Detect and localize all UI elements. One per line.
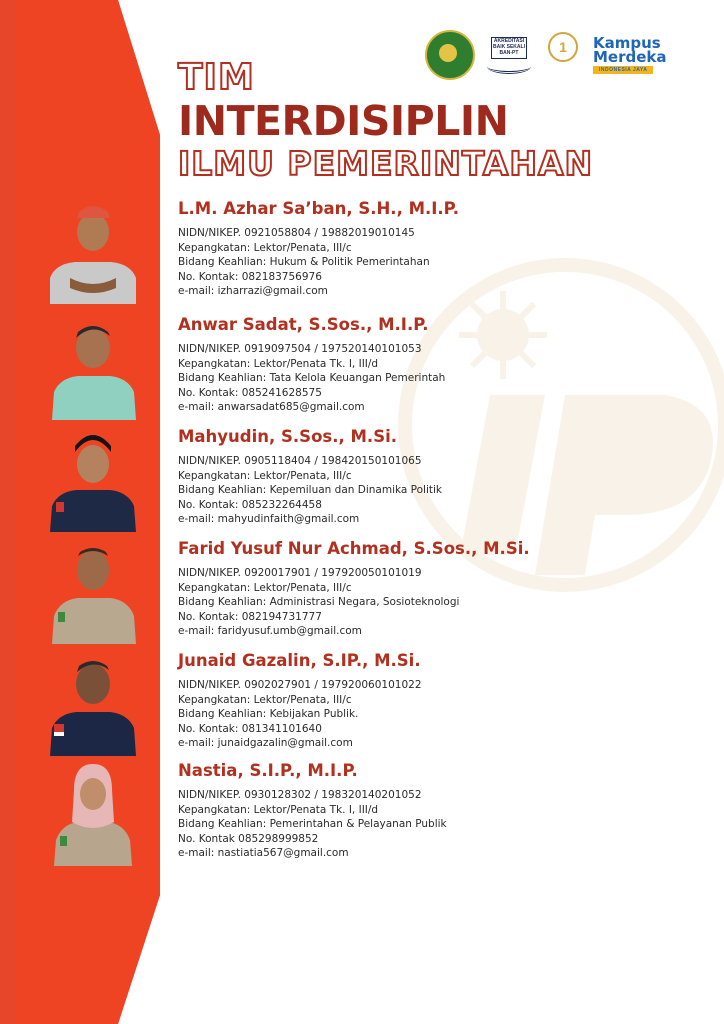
team-member-card — [0, 760, 724, 870]
member-kepangkatan: Kepangkatan: Lektor/Penata, III/c — [178, 241, 352, 254]
member-nidn: NIDN/NIKEP. 0905118404 / 198420150101065 — [178, 455, 422, 467]
kampus-merdeka-tag: INDONESIA JAYA — [593, 66, 653, 74]
title-line-tim: TIM — [178, 57, 255, 98]
team-member-card — [0, 650, 724, 760]
member-name: L.M. Azhar Sa’ban, S.H., M.I.P. — [178, 199, 460, 218]
member-bidang-keahlian: Bidang Keahlian: Pemerintahan & Pelayanan Publik — [178, 818, 447, 831]
kampus-merdeka-line1: Kampus — [593, 34, 661, 52]
member-name: Junaid Gazalin, S.IP., M.Si. — [178, 651, 421, 670]
member-email: e-mail: faridyusuf.umb@gmail.com — [178, 625, 362, 638]
page-title — [178, 58, 593, 184]
member-nidn: NIDN/NIKEP. 0920017901 / 197920050101019 — [178, 567, 422, 579]
team-member-card — [0, 426, 724, 536]
member-info — [178, 314, 445, 415]
member-name: Mahyudin, S.Sos., M.Si. — [178, 427, 397, 446]
member-email: e-mail: mahyudinfaith@gmail.com — [178, 513, 360, 526]
member-email: e-mail: anwarsadat685@gmail.com — [178, 401, 365, 414]
team-member-card — [0, 314, 724, 424]
member-bidang-keahlian: Bidang Keahlian: Kebijakan Publik. — [178, 708, 359, 721]
member-kepangkatan: Kepangkatan: Lektor/Penata Tk. I, III/d — [178, 357, 379, 370]
accreditation-text: AKREDITASI BAIK SEKALI BAN-PT — [491, 37, 527, 59]
member-kepangkatan: Kepangkatan: Lektor/Penata Tk. I, III/d — [178, 803, 379, 816]
member-nidn: NIDN/NIKEP. 0921058804 / 19882019010145 — [178, 227, 415, 239]
member-kepangkatan: Kepangkatan: Lektor/Penata, III/c — [178, 693, 352, 706]
member-info — [178, 538, 530, 639]
member-bidang-keahlian: Bidang Keahlian: Tata Kelola Keuangan Pemerintah — [178, 372, 446, 385]
member-kepangkatan: Kepangkatan: Lektor/Penata, III/c — [178, 469, 352, 482]
title-line-interdisiplin: INTERDISIPLIN — [178, 97, 509, 145]
team-member-card — [0, 538, 724, 648]
member-kontak: No. Kontak: 085241628575 — [178, 386, 322, 399]
member-info — [178, 198, 459, 299]
member-kontak: No. Kontak 085298999852 — [178, 832, 319, 845]
member-photo — [50, 538, 136, 644]
member-name: Farid Yusuf Nur Achmad, S.Sos., M.Si. — [178, 539, 530, 558]
rank-number: 1 — [548, 32, 578, 62]
member-name: Anwar Sadat, S.Sos., M.I.P. — [178, 315, 429, 334]
member-photo — [50, 650, 136, 756]
member-info — [178, 760, 447, 861]
member-email: e-mail: junaidgazalin@gmail.com — [178, 737, 353, 750]
member-kontak: No. Kontak: 082183756976 — [178, 270, 322, 283]
member-bidang-keahlian: Bidang Keahlian: Administrasi Negara, Sosioteknologi — [178, 596, 460, 609]
member-name: Nastia, S.I.P., M.I.P. — [178, 761, 358, 780]
member-info — [178, 426, 442, 527]
member-kepangkatan: Kepangkatan: Lektor/Penata, III/c — [178, 581, 352, 594]
member-bidang-keahlian: Bidang Keahlian: Kepemiluan dan Dinamika Politik — [178, 484, 443, 497]
member-bidang-keahlian: Bidang Keahlian: Hukum & Politik Pemerintahan — [178, 256, 430, 269]
member-nidn: NIDN/NIKEP. 0902027901 / 197920060101022 — [178, 679, 422, 691]
member-email: e-mail: izharrazi@gmail.com — [178, 285, 328, 298]
member-kontak: No. Kontak: 082194731777 — [178, 610, 322, 623]
team-member-card — [0, 198, 724, 308]
member-kontak: No. Kontak: 085232264458 — [178, 498, 322, 511]
kampus-merdeka-logo — [593, 36, 667, 74]
kampus-merdeka-line2: Merdeka — [593, 48, 667, 66]
title-line-ilmu-pemerintahan: ILMU PEMERINTAHAN — [178, 144, 594, 183]
member-photo — [50, 426, 136, 532]
member-photo — [50, 760, 136, 866]
member-info — [178, 650, 422, 751]
member-nidn: NIDN/NIKEP. 0919097504 / 197520140101053 — [178, 343, 422, 355]
member-photo — [50, 314, 136, 420]
member-kontak: No. Kontak: 081341101640 — [178, 722, 322, 735]
member-photo — [50, 198, 136, 304]
member-nidn: NIDN/NIKEP. 0930128302 / 198320140201052 — [178, 789, 422, 801]
member-email: e-mail: nastiatia567@gmail.com — [178, 847, 349, 860]
